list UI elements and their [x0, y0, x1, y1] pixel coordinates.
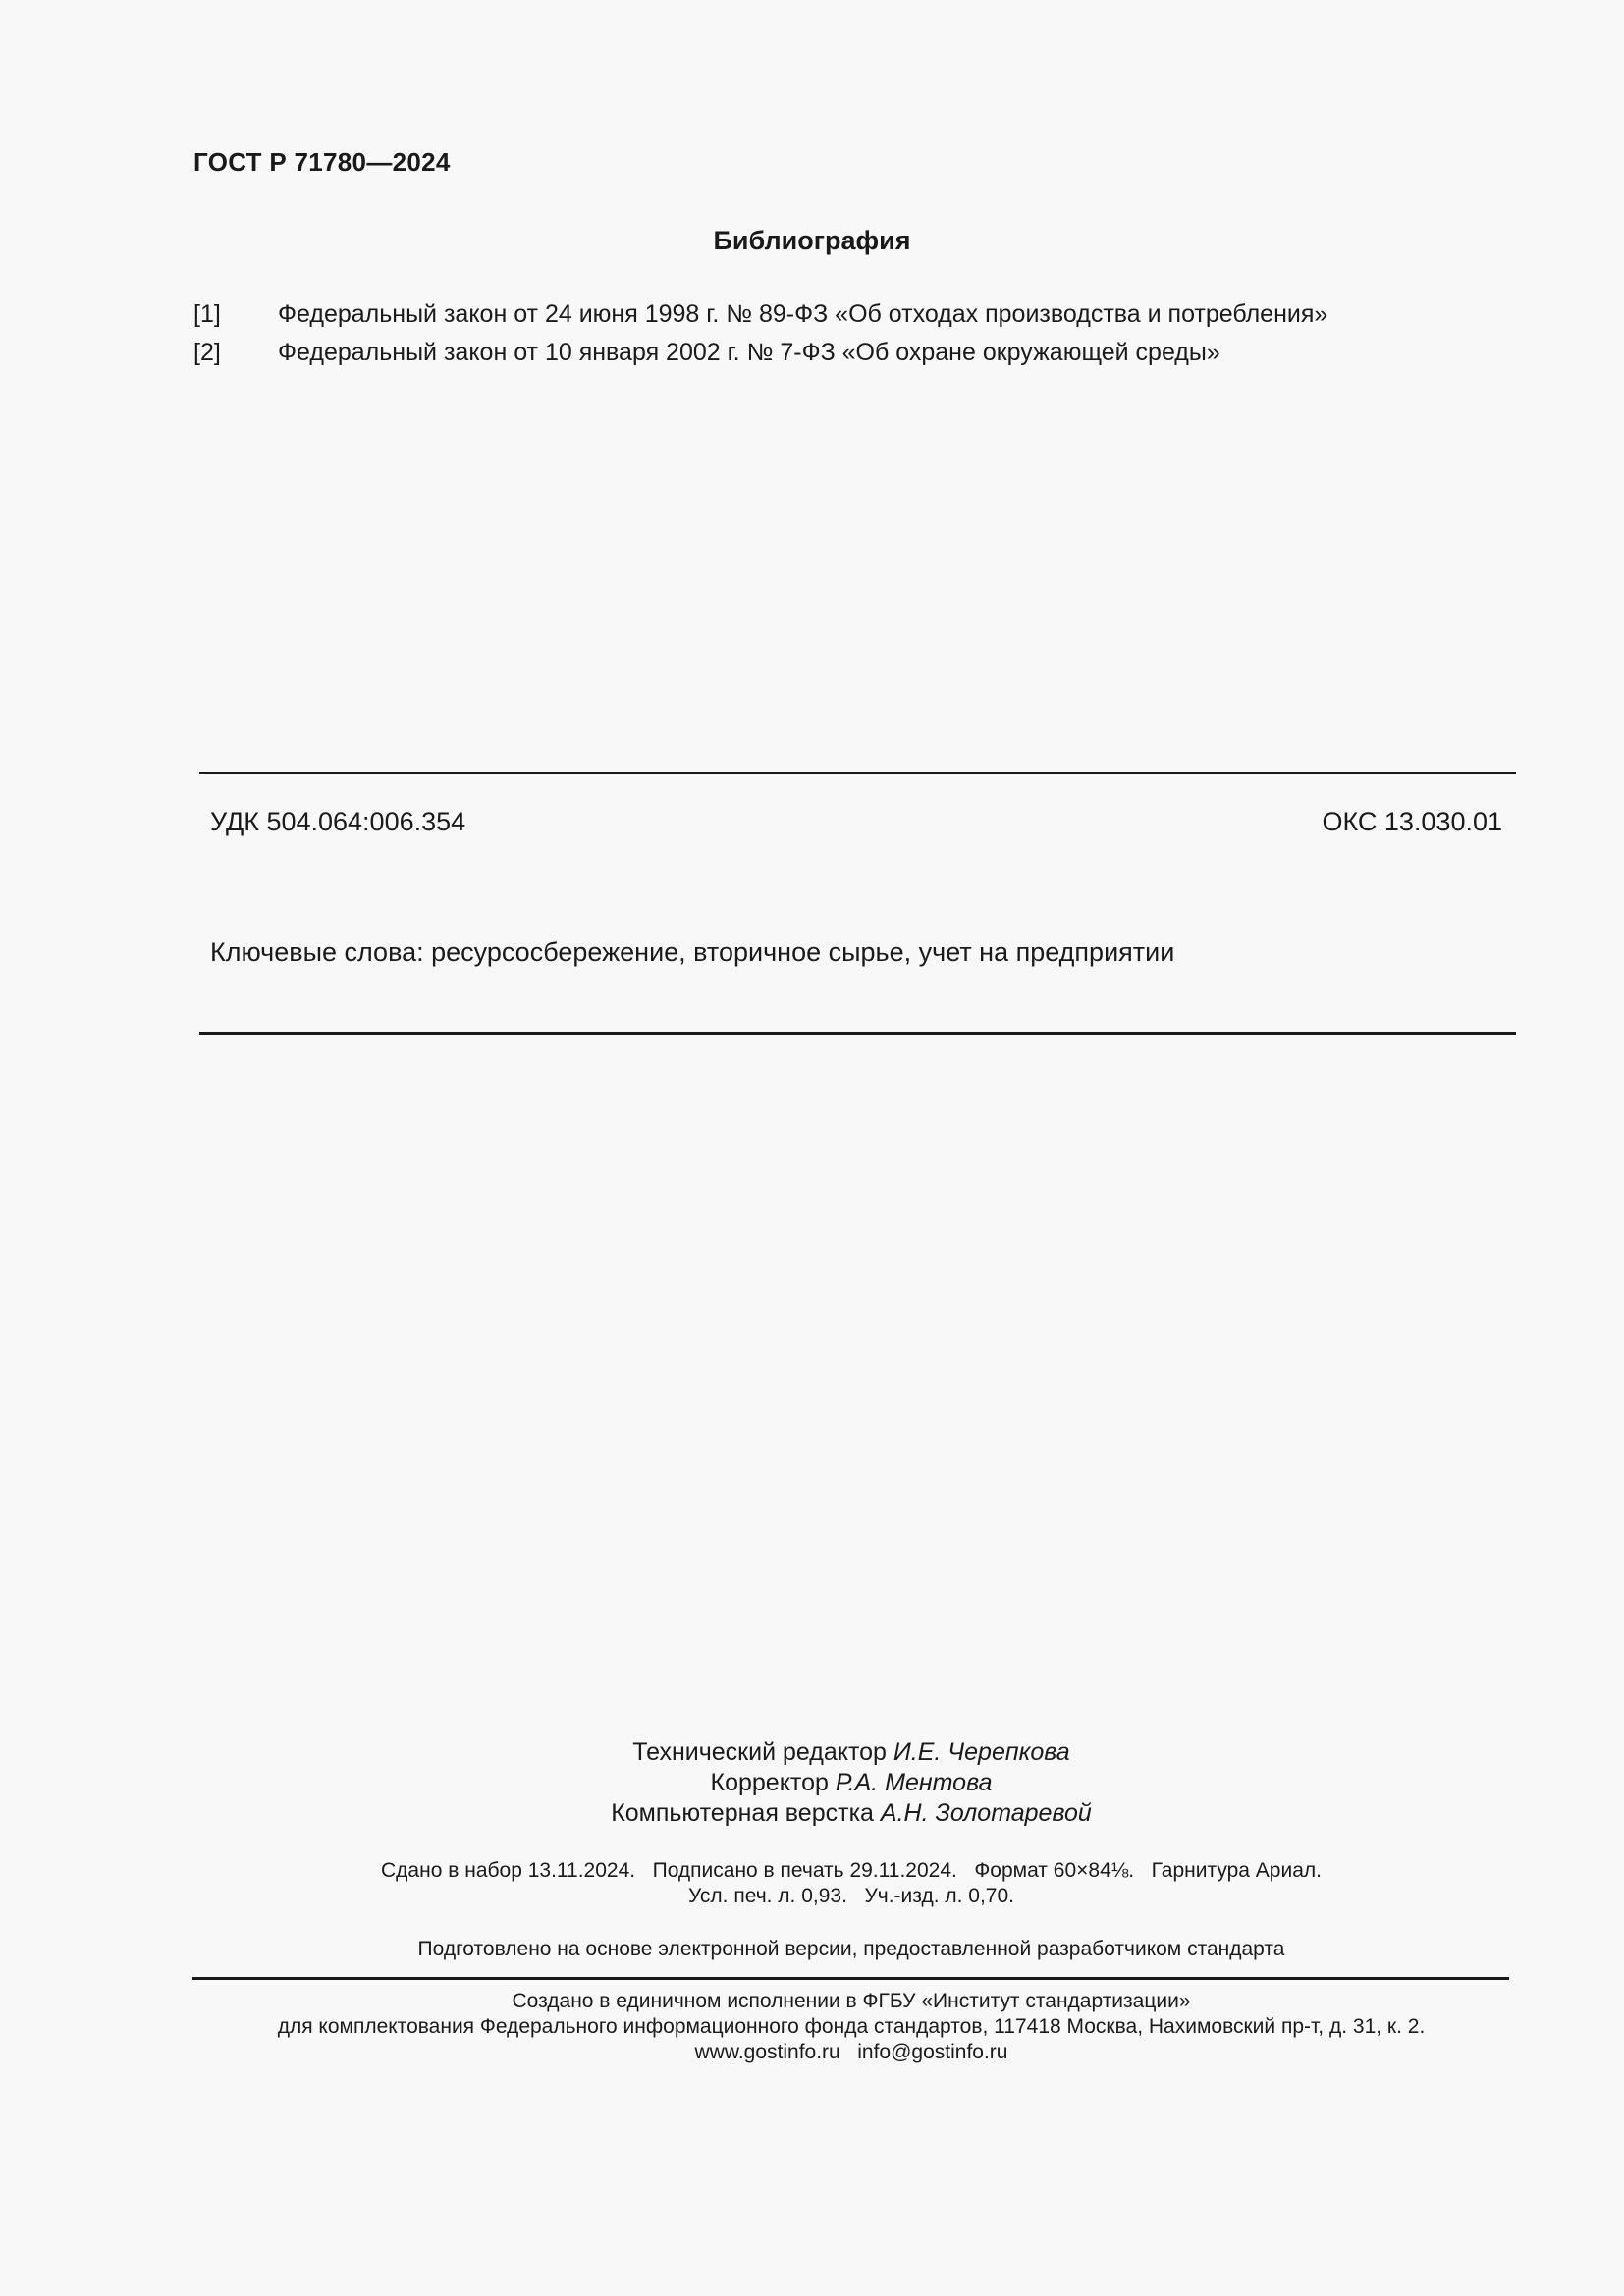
udk-code: УДК 504.064:006.354 — [210, 807, 466, 836]
footer-contacts — [0, 2041, 1624, 2064]
website-link[interactable]: www.gostinfo.ru — [694, 2041, 840, 2063]
document-code: ГОСТ Р 71780—2024 — [193, 147, 451, 177]
bibliography-item-number: [1] — [193, 300, 221, 328]
credit-label: Корректор — [710, 1769, 829, 1796]
footer-line-2: для комплектования Федерального информационного фонда стандартов, 117418 Москва, Нахимовский пр-т, д. 31, к. 2. — [277, 2015, 1426, 2038]
imprint-line-1: Сдано в набор 13.11.2024. Подписано в печать 29.11.2024. Формат 60×84⅛. Гарнитура Ариал. — [381, 1859, 1322, 1882]
credit-name: И.Е. Черепкова — [893, 1738, 1070, 1766]
bibliography-item-text: Федеральный закон от 24 июня 1998 г. № 89-ФЗ «Об отходах производства и потребления» — [278, 300, 1328, 328]
credit-name: А.Н. Золотаревой — [880, 1799, 1092, 1827]
bibliography-item-number: [2] — [193, 339, 221, 366]
footer-line-1: Создано в единичном исполнении в ФГБУ «Институт стандартизации» — [512, 1990, 1191, 2012]
keywords: Ключевые слова: ресурсосбережение, вторичное сырье, учет на предприятии — [210, 937, 1175, 967]
bibliography-item-text: Федеральный закон от 10 января 2002 г. № 7-ФЗ «Об охране окружающей среды» — [278, 339, 1220, 366]
credit-corrector — [0, 1769, 1624, 1797]
credit-label: Компьютерная верстка — [611, 1799, 874, 1827]
classification-top-rule — [199, 772, 1516, 774]
footer-rule — [192, 1977, 1509, 1980]
credit-label: Технический редактор — [632, 1738, 887, 1766]
bibliography-item — [193, 339, 1220, 367]
imprint-line-2: Усл. печ. л. 0,93. Уч.-изд. л. 0,70. — [687, 1885, 1014, 1907]
credit-tech-editor — [0, 1738, 1624, 1767]
email-link[interactable]: info@gostinfo.ru — [857, 2041, 1008, 2063]
bibliography-title: Библиография — [713, 226, 911, 255]
credit-name: Р.А. Ментова — [835, 1769, 993, 1796]
classification-bottom-rule — [199, 1032, 1516, 1035]
bibliography-item — [193, 300, 1327, 329]
prepared-note: Подготовлено на основе электронной версии, предоставленной разработчиком стандарта — [417, 1938, 1285, 1960]
credit-layout — [0, 1799, 1624, 1828]
oks-code: ОКС 13.030.01 — [1322, 807, 1502, 836]
